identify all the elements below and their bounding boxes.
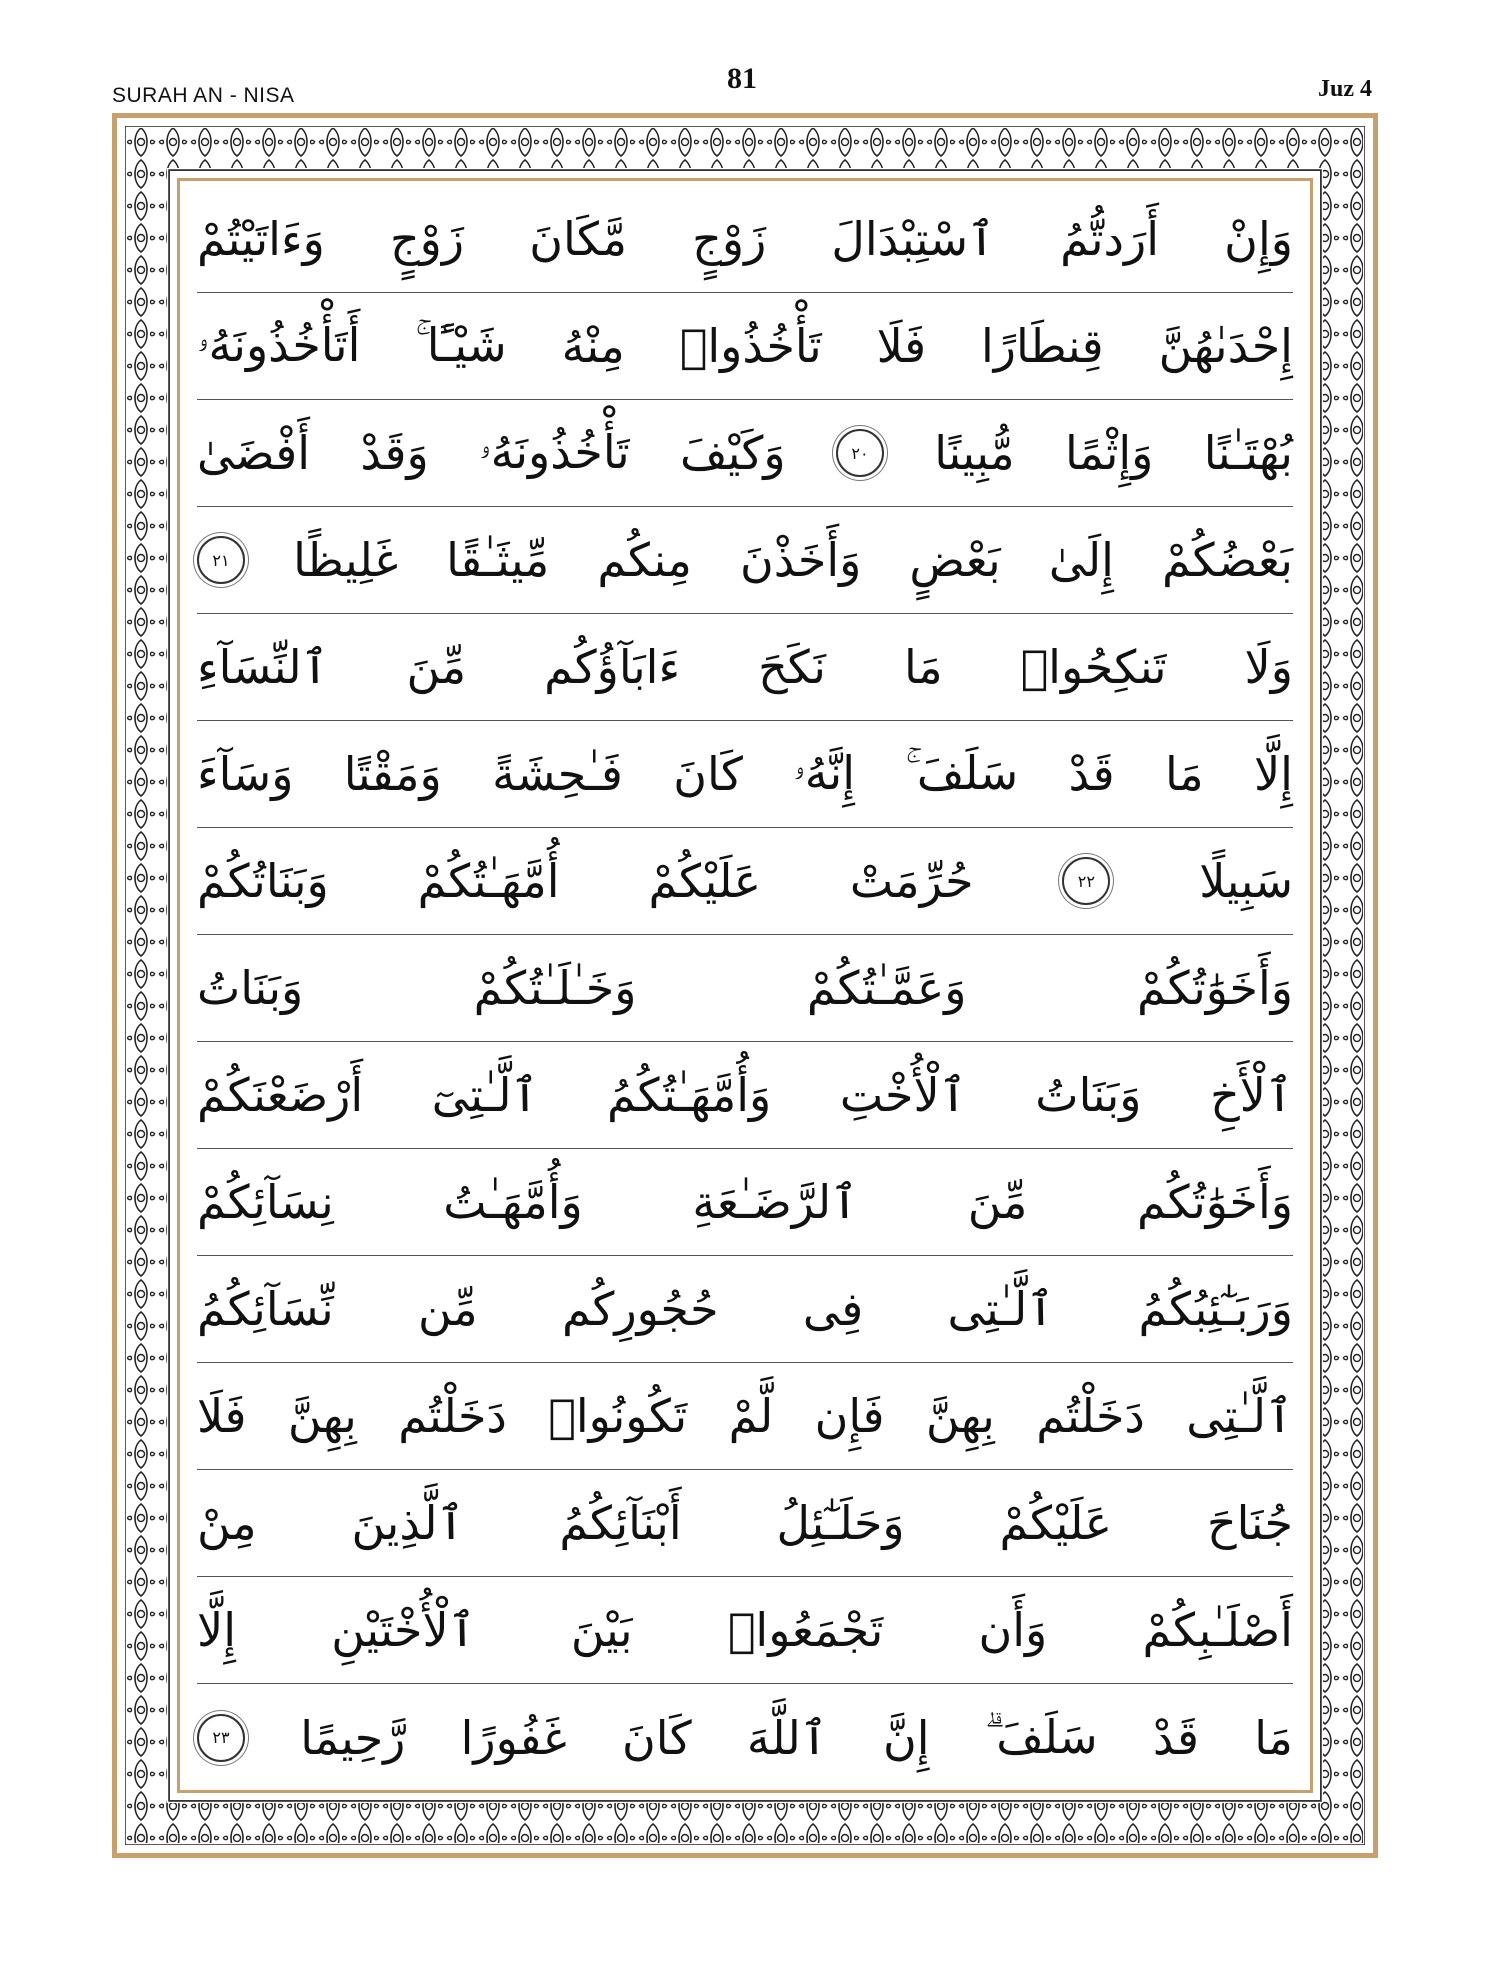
word: غَلِيظًا: [293, 533, 398, 587]
word: كَانَ: [673, 747, 743, 801]
word: سَبِيلًا: [1199, 854, 1293, 908]
word: فَلَا: [197, 1389, 247, 1443]
word: بَعْضُكُمْ: [1162, 533, 1293, 587]
word: قَدْ: [1152, 1710, 1200, 1765]
text-line: [197, 186, 1293, 293]
text-line: [197, 1363, 1293, 1470]
word: ءَابَآؤُكُم: [544, 640, 681, 694]
ayah-number-marker: ٢٢: [1062, 857, 1110, 905]
word: ٱسْتِبْدَالَ: [831, 212, 996, 266]
word: أَتَأْخُذُونَهُۥ: [197, 318, 361, 372]
page-header: [112, 62, 1372, 112]
ayah-number-marker: ٢٣: [197, 1714, 245, 1762]
text-line: [197, 1470, 1293, 1577]
word: عَلَيْكُمْ: [999, 1496, 1113, 1550]
word: أَصْلَـٰبِكُمْ: [1142, 1603, 1293, 1657]
text-line: [197, 400, 1293, 507]
word: وَأَخَوَٰتُكُمْ: [1136, 961, 1293, 1015]
text-line: [197, 614, 1293, 721]
word: بَعْضٍ: [909, 533, 1001, 587]
text-line: [197, 1149, 1293, 1256]
word: نِّسَآئِكُمُ: [197, 1282, 334, 1336]
word: غَفُورًا: [460, 1710, 567, 1765]
word: وَأَخَذْنَ: [739, 533, 862, 587]
word: بِهِنَّ: [287, 1389, 357, 1443]
word: وَأَخَوَٰتُكُم: [1136, 1175, 1293, 1229]
word: وَمَقْتًا: [343, 747, 442, 801]
word: سَلَفَ ۗ: [984, 1709, 1098, 1764]
word: ٱلْأَخِ: [1210, 1068, 1293, 1122]
word: إِلَّا: [1253, 747, 1293, 801]
word: فِى: [802, 1282, 864, 1336]
word: وَعَمَّـٰتُكُمْ: [806, 961, 967, 1015]
word: مَا: [1254, 1710, 1293, 1765]
word: ٱلرَّضَـٰعَةِ: [692, 1175, 859, 1229]
word: سَلَفَ ۚ: [905, 746, 1019, 800]
word: وَقَدْ: [360, 426, 429, 480]
word: وَبَنَاتُكُمْ: [197, 854, 329, 908]
page-frame: [112, 113, 1378, 1858]
text-line: [197, 1256, 1293, 1363]
word: وَءَاتَيْتُمْ: [197, 212, 325, 266]
surah-name: SURAH AN - NISA: [112, 84, 295, 107]
word: وَخَـٰلَـٰتُكُمْ: [473, 961, 637, 1015]
word: حُرِّمَتْ: [849, 854, 974, 908]
word: مِّنَ: [967, 1175, 1028, 1229]
word: ٱلَّـٰتِى: [1186, 1389, 1293, 1443]
word: قَدْ: [1068, 747, 1115, 801]
word: ٱلْأُخْتِ: [839, 1068, 967, 1122]
word: لَّمْ: [728, 1389, 774, 1443]
word: إِنَّ: [882, 1710, 930, 1765]
word: وَإِثْمًا: [1064, 426, 1154, 480]
word: تَأْخُذُونَهُۥ: [479, 425, 630, 479]
word: حُجُورِكُم: [561, 1282, 719, 1336]
word: نِسَآئِكُمْ: [197, 1175, 334, 1229]
word: بِهِنَّ: [925, 1389, 995, 1443]
word: بُهْتَـٰنًا: [1203, 426, 1293, 480]
word: كَانَ: [621, 1710, 692, 1765]
word: نَكَحَ: [758, 640, 826, 694]
word: ٱللَّهَ: [746, 1710, 828, 1765]
word: وَكَيْفَ: [679, 426, 786, 480]
word: فَلَا: [876, 319, 927, 373]
word: وَحَلَـٰٓئِلُ: [776, 1496, 905, 1550]
word: ٱلْأُخْتَيْنِ: [331, 1603, 476, 1657]
word: مُّبِينًا: [934, 426, 1015, 480]
word: إِحْدَىٰهُنَّ: [1158, 319, 1293, 373]
word: مِّيثَـٰقًا: [446, 533, 550, 587]
word: رَّحِيمًا: [300, 1710, 406, 1765]
word: مِنْ: [197, 1496, 257, 1550]
ayah-number-marker: ٢١: [197, 536, 245, 584]
word: ٱلَّـٰتِى: [947, 1282, 1055, 1336]
word: تَأْخُذُوا۟: [679, 319, 822, 373]
word: وَأُمَّهَـٰتُ: [443, 1175, 583, 1229]
word: فَإِن: [814, 1389, 885, 1443]
word: وَإِنْ: [1224, 212, 1293, 266]
word: أَرَدتُّمُ: [1060, 212, 1160, 266]
word: إِلَىٰ: [1048, 533, 1114, 587]
word: شَيْـًٔا ۚ: [415, 318, 507, 372]
word: مَّكَانَ: [529, 212, 628, 266]
word: بَيْنَ: [570, 1603, 633, 1657]
word: مِنْهُ: [561, 319, 625, 373]
text-line: [197, 1577, 1293, 1684]
word: وَأُمَّهَـٰتُكُمُ: [607, 1068, 772, 1122]
word: وَسَآءَ: [197, 747, 294, 801]
word: مِّن: [417, 1282, 478, 1336]
page-number: 81: [727, 62, 757, 95]
word: قِنطَارًا: [981, 319, 1104, 373]
text-line: [197, 293, 1293, 400]
juz-label: Juz 4: [1318, 76, 1372, 102]
word: عَلَيْكُمْ: [648, 854, 762, 908]
word: إِنَّهُۥ: [793, 746, 855, 800]
word: مَا: [903, 640, 943, 694]
word: وَرَبَـٰٓئِبُكُمُ: [1138, 1282, 1293, 1336]
word: زَوْجٍ: [389, 212, 465, 266]
text-line: [197, 1042, 1293, 1149]
text-line: [197, 1684, 1293, 1791]
text-line: [197, 721, 1293, 828]
word: أَفْضَىٰ: [197, 426, 311, 480]
word: ٱلَّذِينَ: [351, 1496, 465, 1550]
text-lines: [185, 186, 1305, 1785]
word: أُمَّهَـٰتُكُمْ: [417, 854, 560, 908]
word: أَبْنَآئِكُمُ: [559, 1496, 682, 1550]
word: وَبَنَاتُ: [1035, 1068, 1142, 1122]
word: مِّنَ: [406, 640, 467, 694]
word: فَـٰحِشَةً: [492, 747, 623, 801]
text-line: [197, 935, 1293, 1042]
text-line: [197, 828, 1293, 935]
word: دَخَلْتُم: [398, 1389, 507, 1443]
word: ٱلَّـٰتِىٓ: [431, 1068, 539, 1122]
ayah-number-marker: ٢٠: [836, 429, 884, 477]
text-line: [197, 507, 1293, 614]
word: تَجْمَعُوا۟: [727, 1603, 884, 1657]
word: مِنكُم: [597, 533, 692, 587]
word: جُنَاحَ: [1206, 1496, 1293, 1550]
word: وَأَن: [978, 1603, 1048, 1657]
word: وَبَنَاتُ: [197, 961, 304, 1015]
word: تَكُونُوا۟: [548, 1389, 688, 1443]
word: ٱلنِّسَآءِ: [197, 640, 329, 694]
word: زَوْجٍ: [692, 212, 767, 266]
word: أَرْضَعْنَكُمْ: [197, 1068, 364, 1122]
word: إِلَّا: [197, 1603, 237, 1657]
word: وَلَا: [1244, 640, 1293, 694]
word: تَنكِحُوا۟: [1020, 640, 1167, 694]
word: مَا: [1164, 747, 1204, 801]
word: دَخَلْتُم: [1036, 1389, 1145, 1443]
